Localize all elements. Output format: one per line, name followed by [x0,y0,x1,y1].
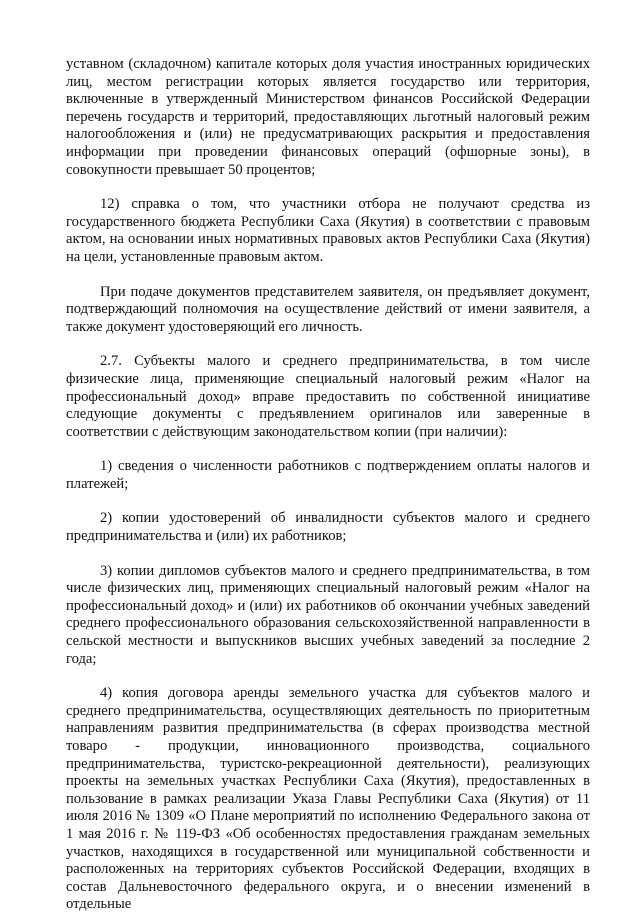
paragraph-section-2-7: 2.7. Субъекты малого и среднего предпринимательства, в том числе физические лица, применяющие специальный налоговый режим «Налог на профессиональный доход» вправе предоставить по собственной инициативе следующие документы с предъявлением оригиналов или заверенные в соответствии с действующим законодательством копии (при наличии): [66,353,590,440]
paragraph-item-1: 1) сведения о численности работников с подтверждением оплаты налогов и платежей; [66,458,590,492]
paragraph-item-4: 4) копия договора аренды земельного участка для субъектов малого и среднего предпринимательства, осуществляющих деятельность по приоритетным направлениям развития предпринимательства (в сферах производства местной товаро - продукции, инновационного производства, социального предпринимательства, туристско-рекреационной деятельности), реализующих проекты на земельных участках Республики Саха (Якутия), предоставленных в пользование в рамках реализации Указа Главы Республики Саха (Якутия) от 11 июля 2016 № 1309 «О Плане мероприятий по исполнению Федерального закона от 1 мая 2016 г. № 119-ФЗ «Об особенностях предоставления гражданам земельных участков, находящихся в государственной или муниципальной собственности и расположенных на территориях субъектов Российской Федерации, входящих в состав Дальневосточного федерального округа, и о внесении изменений в отдельные [66,685,590,913]
paragraph-item-3: 3) копии дипломов субъектов малого и среднего предпринимательства, в том числе физических лиц, применяющих специальный налоговый режим «Налог на профессиональный доход» и (или) их работников об окончании учебных заведений среднего профессионального образования сельскохозяйственной направленности в сельской местности и выпускников высших учебных заведений за последние 2 года; [66,562,590,667]
paragraph-item-2: 2) копии удостоверений об инвалидности субъектов малого и среднего предпринимательства и (или) их работников; [66,510,590,545]
paragraph-item-12: 12) справка о том, что участники отбора не получают средства из государственного бюджета Республики Саха (Якутия) в соответствии с правовым актом, на основании иных нормативных правовых актов Республики Саха (Якутия) на цели, установленные правовым актом. [66,196,590,265]
paragraph-representative: При подаче документов представителем заявителя, он предъявляет документ, подтверждающий полномочия на осуществление действий от имени заявителя, а также документ удостоверяющий его личность. [66,283,590,335]
document-page [66,56,590,914]
paragraph-offshore-continuation: уставном (складочном) капитале которых доля участия иностранных юридических лиц, местом регистрации которых является государство или территория, включенные в утвержденный Министерством финансов Российской Федерации перечень государств и территорий, предоставляющих льготный налоговый режим налогообложения и (или) не предусматривающих раскрытия и предоставления информации при проведении финансовых операций (офшорные зоны), в совокупности превышает 50 процентов; [66,56,590,178]
